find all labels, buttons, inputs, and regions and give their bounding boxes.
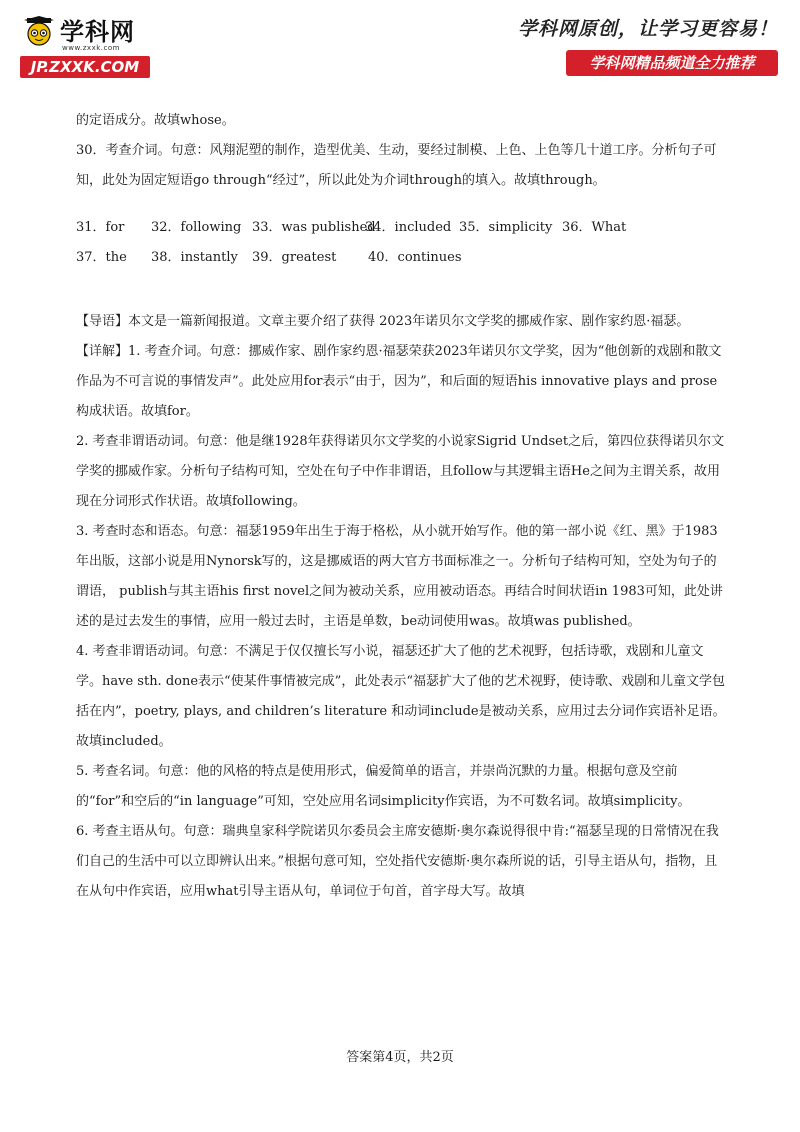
answer-33: 33．was published <box>252 220 376 235</box>
logo-title: 学科网 <box>60 18 135 46</box>
page-header <box>0 0 800 90</box>
page-footer: 答案第4页，共2页 <box>346 1050 454 1065</box>
detail-1: 【详解】1. 考查介词。句意：挪威作家、剧作家约恩·福瑟荣获2023年诺贝尔文学奖，因为“他创新的戏剧和散文作品为不可言说的事情发声”。此处应用for表示“由于，因为”，和后面的短语his innovative plays and prose构成状语。故填for。 <box>76 344 722 419</box>
answer-37: 37．the <box>76 250 127 265</box>
answer-row-1 <box>76 213 726 243</box>
detail-6: 6. 考查主语从句。句意：瑞典皇家科学院诺贝尔委员会主席安德斯·奥尔森说得很中肯:“福瑟呈现的日常情况在我们自己的生活中可以立即辨认出来。”根据句意可知，空处指代安德斯·奥尔森所说的话，引导主语从句，指物，且在从句中作宾语，应用what引导主语从句，单词位于句首，首字母大写。故填 <box>76 824 719 899</box>
answer-content <box>76 106 726 907</box>
answer-35: 35．simplicity <box>459 220 553 235</box>
logo-url: www.zxxk.com <box>62 44 120 52</box>
mascot-face-icon <box>24 16 54 46</box>
paragraph-top: 的定语成分。故填whose。 <box>76 113 235 128</box>
paragraph-30: 30．考查介词。句意：风翔泥塑的制作，造型优美、生动，要经过制模、上色、上色等几十道工序。分析句子可知，此处为固定短语go through“经过”，所以此处为介词through的填入。故填through。 <box>76 143 717 188</box>
slogan-text: 学科网原创，让学习更容易！ <box>517 18 778 40</box>
answer-31: 31．for <box>76 220 125 235</box>
answer-row-2 <box>76 243 726 273</box>
zxxk-logo[interactable] <box>20 10 150 80</box>
intro-paragraph: 【导语】本文是一篇新闻报道。文章主要介绍了获得 2023年诺贝尔文学奖的挪威作家、剧作家约恩·福瑟。 <box>76 314 690 329</box>
detail-3: 3. 考查时态和语态。句意：福瑟1959年出生于海于格松，从小就开始写作。他的第一部小说《红、黑》于1983年出版，这部小说是用Nynorsk写的，这是挪威语的两大官方书面标准之一。分析句子结构可知，空处为句子的谓语， publish与其主语his first novel之间为被动关系，应用被动语态。再结合时间状语in 1983可知，此处讲述的是过去发生的事情，应用一般过去时，主语是单数，be动词使用was。故填was published。 <box>76 524 723 629</box>
answer-34: 34．included <box>365 220 452 235</box>
answer-38: 38．instantly <box>151 250 238 265</box>
answer-36: 36．What <box>562 220 627 235</box>
answer-39: 39．greatest <box>252 250 337 265</box>
logo-badge[interactable]: JP.ZXXK.COM <box>20 56 150 78</box>
answer-key <box>76 213 726 273</box>
slogan-badge[interactable]: 学科网精品频道全力推荐 <box>566 50 778 76</box>
detail-4: 4. 考查非谓语动词。句意：不满足于仅仅擅长写小说，福瑟还扩大了他的艺术视野，包括诗歌，戏剧和儿童文学。have sth. done表示“使某件事情被完成”，此处表示“福瑟扩大了他的艺术视野，使诗歌、戏剧和儿童文学包括在内”，poetry, plays, and children’s literature 和动词include是被动关系，应用过去分词作宾语补足语。故填included。 <box>76 644 726 749</box>
detail-5: 5. 考查名词。句意：他的风格的特点是使用形式，偏爱简单的语言，并崇尚沉默的力量。根据句意及空前的“for”和空后的“in language”可知，空处应用名词simplicity作宾语，为不可数名词。故填simplicity。 <box>76 764 691 809</box>
answer-40: 40．continues <box>368 250 462 265</box>
answer-32: 32．following <box>151 220 242 235</box>
detail-2: 2. 考查非谓语动词。句意：他是继1928年获得诺贝尔文学奖的小说家Sigrid Undset之后，第四位获得诺贝尔文学奖的挪威作家。分析句子结构可知，空处在句子中作非谓语，且follow与其逻辑主语He之间为主谓关系，故用现在分词形式作状语。故填following。 <box>76 434 725 509</box>
